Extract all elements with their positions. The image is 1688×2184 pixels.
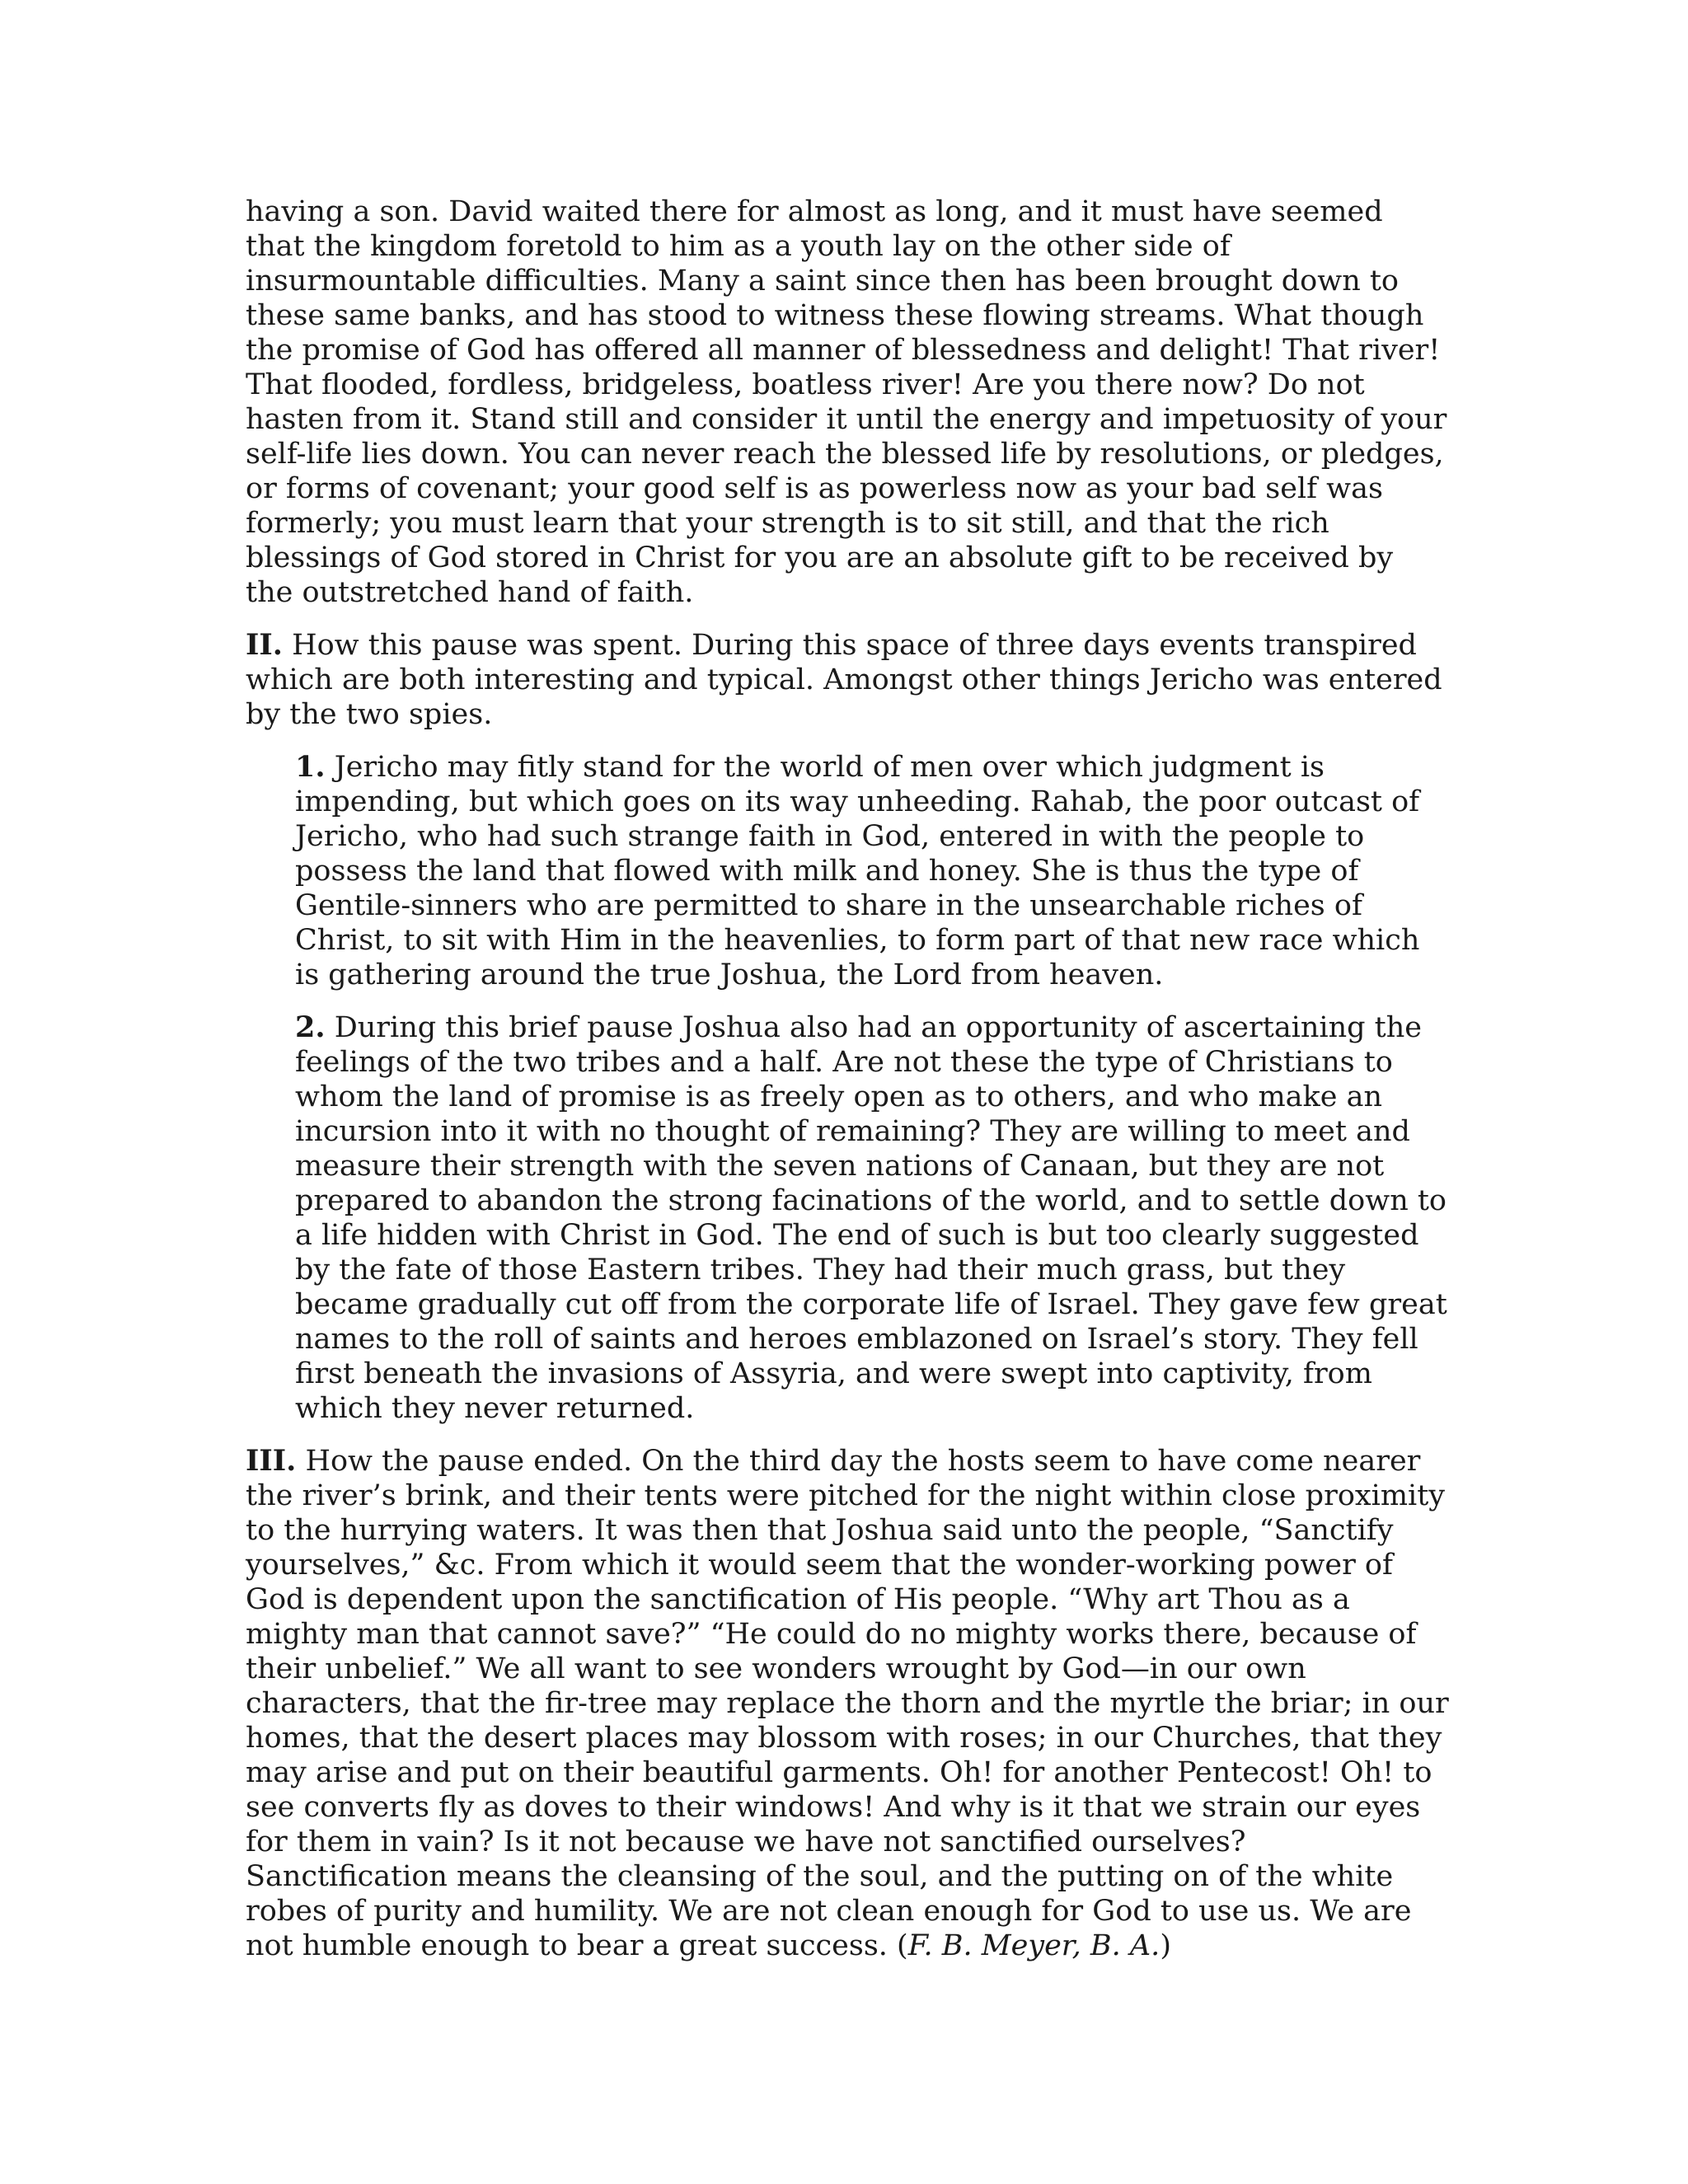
paragraph-text: having a son. David waited there for almost as long, and it must have seemed that the kingdom foretold to him as a youth lay on the other side of insurmountable difficulties. Many a saint since then has been brought down to these same banks, and has stood to witness these flowing streams. What though the promise of God has offered all manner of blessedness and delight! That river! That flooded, fordless, bridgeless, boatless river! Are you there now? Do not hasten from it. Stand still and consider it until the energy and impetuosity of your self-life lies down. You can never reach the blessed life by resolutions, or pledges, or forms of covenant; your good self is as powerless now as your bad self was formerly; you must learn that your strength is to sit still, and that the rich blessings of God stored in Christ for you are an absolute gift to be received by the outstretched hand of faith.: [246, 195, 1447, 609]
paragraph-text: During this brief pause Joshua also had an opportunity of ascertaining the feelings of the two tribes and a half. Are not these the type of Christians to whom the land of promise is as freely open as to others, and who make an incursion into it with no thought of remaining? They are willing to meet and measure their strength with the seven nations of Canaan, but they are not prepared to abandon the strong facinations of the world, and to settle down to a life hidden with Christ in God. The end of such is but too clearly suggested by the fate of those Eastern tribes. They had their much grass, but they became gradually cut off from the corporate life of Israel. They gave few great names to the roll of saints and heroes emblazoned on Israel’s story. They fell first beneath the invasions of Assyria, and were swept into captivity, from which they never returned.: [295, 1011, 1447, 1425]
paragraph-continuation: [246, 194, 1449, 610]
citation-author: F. B. Meyer, B. A.: [907, 1929, 1160, 1962]
point-1-paragraph: [295, 750, 1449, 992]
point-number: 2.: [295, 1010, 326, 1044]
section-number: II.: [246, 628, 283, 662]
paragraph-text: How this pause was spent. During this space of three days events transpired which are both interesting and typical. Amongst other things Jericho was entered by the two spies.: [246, 629, 1442, 731]
paragraph-text: Jericho may fitly stand for the world of men over which judgment is impending, but which goes on its way unheeding. Rahab, the poor outcast of Jericho, who had such strange faith in God, entered in with the people to possess the land that flowed with milk and honey. She is thus the type of Gentile-sinners who are permitted to share in the unsearchable riches of Christ, to sit with Him in the heavenlies, to form part of that new race which is gathering around the true Joshua, the Lord from heaven.: [295, 751, 1420, 991]
section-ii-paragraph: [246, 628, 1449, 732]
document-body: [246, 194, 1449, 1981]
section-number: III.: [246, 1444, 297, 1478]
point-number: 1.: [295, 750, 326, 784]
point-2-paragraph: [295, 1010, 1449, 1426]
paragraph-text: How the pause ended. On the third day the hosts seem to have come nearer the river’s brink, and their tents were pitched for the night within close proximity to the hurrying waters. It was then that Joshua said unto the people, “Sanctify yourselves,” &c. From which it would seem that the wonder-working power of God is dependent upon the sanctification of His people. “Why art Thou as a mighty man that cannot save?” “He could do no mighty works there, because of their unbelief.” We all want to see wonders wrought by God—in our own characters, that the fir-tree may replace the thorn and the myrtle the briar; in our homes, that the desert places may blossom with roses; in our Churches, that they may arise and put on their beautiful garments. Oh! for another Pentecost! Oh! to see converts fly as doves to their windows! And why is it that we strain our eyes for them in vain? Is it not because we have not sanctified ourselves? Sanctification means the cleansing of the soul, and the putting on of the white robes of purity and humility. We are not clean enough for God to use us. We are not humble enough to bear a great success.: [246, 1445, 1449, 1962]
citation-close: ): [1160, 1929, 1171, 1962]
section-iii-paragraph: [246, 1444, 1449, 1963]
citation-open: (: [887, 1929, 908, 1962]
